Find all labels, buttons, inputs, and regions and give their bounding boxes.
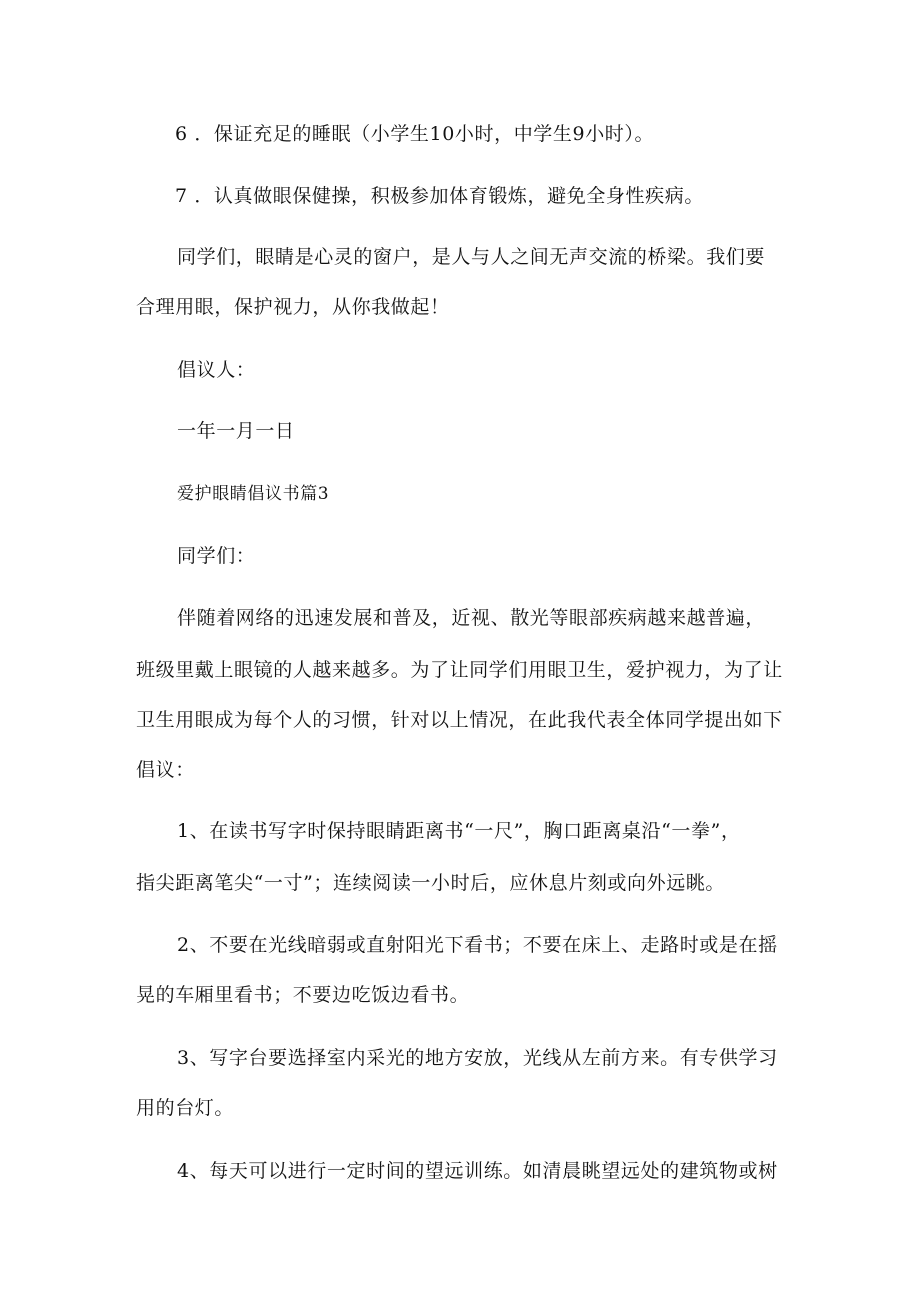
list-item-3-line-2: 用的台灯。 xyxy=(136,1097,235,1119)
list-item-6: 6 ．保证充足的睡眠（小学生10小时，中学生9小时）。 xyxy=(175,123,655,145)
salutation: 同学们： xyxy=(177,545,256,567)
intro-line-2: 班级里戴上眼镜的人越来越多。为了让同学们用眼卫生，爱护视力，为了让 xyxy=(136,659,783,681)
list-item-2-line-1: 2、不要在光线暗弱或直射阳光下看书；不要在床上、走路时或是在摇 xyxy=(177,934,778,956)
list-item-2-line-2: 晃的车厢里看书；不要边吃饭边看书。 xyxy=(136,984,470,1006)
proposer-label: 倡议人： xyxy=(177,359,256,381)
intro-line-3: 卫生用眼成为每个人的习惯，针对以上情况，在此我代表全体同学提出如下 xyxy=(136,709,783,731)
list-item-1-line-1: 1、在读书写字时保持眼睛距离书“一尺”，胸口距离桌沿“一拳”， xyxy=(177,820,741,842)
date-line: 一年一月一日 xyxy=(177,420,295,442)
section-title: 爱护眼睛倡议书篇3 xyxy=(177,484,330,504)
intro-line-4: 倡议： xyxy=(136,759,195,781)
list-item-3-line-1: 3、写字台要选择室内采光的地方安放，光线从左前方来。有专供学习 xyxy=(177,1047,778,1069)
list-item-4-line-1: 4、每天可以进行一定时间的望远训练。如清晨眺望远处的建筑物或树 xyxy=(177,1160,778,1182)
list-item-1-line-2: 指尖距离笔尖“一寸”；连续阅读一小时后，应休息片刻或向外远眺。 xyxy=(136,872,726,894)
list-item-7: 7 ．认真做眼保健操，积极参加体育锻炼，避免全身性疾病。 xyxy=(175,185,704,207)
closing-paragraph-line-2: 合理用眼，保护视力，从你我做起！ xyxy=(136,296,450,318)
intro-line-1: 伴随着网络的迅速发展和普及，近视、散光等眼部疾病越来越普遍， xyxy=(177,607,766,629)
closing-paragraph-line-1: 同学们，眼睛是心灵的窗户，是人与人之间无声交流的桥梁。我们要 xyxy=(177,246,766,268)
